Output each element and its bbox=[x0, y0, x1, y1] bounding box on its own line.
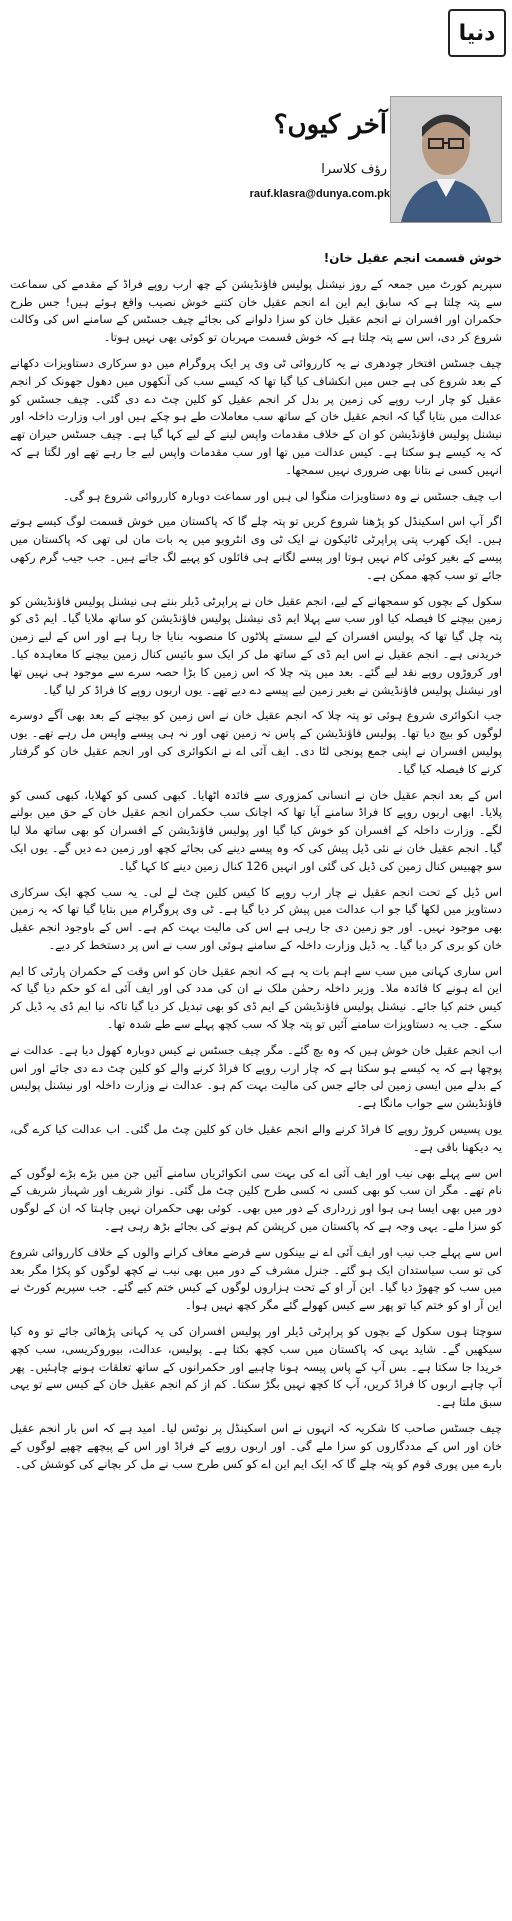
column-header bbox=[249, 96, 502, 246]
author-photo bbox=[390, 96, 502, 223]
article-paragraph: سپریم کورٹ میں جمعہ کے روز نیشنل پولیس فاؤنڈیشن کے چھ ارب روپے فراڈ کے مقدمے کی سماعت سے پتہ چلتا ہے کہ سابق ایم این اے انجم عقیل خان کتنے خوش نصیب واقع ہوئے ہیں! جس طرح حکمران اور افسران نے انجم عقیل خان کو سزا دلوانے کی بجائے چیف جسٹس کے سامنے اس کی وکالت شروع کر دی، اس سے پتہ چلتا ہے کہ خوش قسمت مہربان تو کوئی بھی نہیں ہوتا۔ bbox=[10, 276, 502, 345]
article-paragraph: اس کے بعد انجم عقیل خان نے انسانی کمزوری سے فائدہ اٹھایا۔ کبھی کسی کو کھلایا، کبھی کسی کو پلایا۔ ابھی اربوں روپے کا فراڈ سامنے آیا تھا کہ اچانک سب حکمران انجم عقیل خان کے حق میں بولنے لگے۔ وزارت داخلہ کے افسران کو خوش کیا گیا اور پولیس فاؤنڈیشن کے افسران کو بھی ساتھ ملا لیا گیا۔ انجم عقیل خان نے نئی ڈیل پیش کی کہ وہ پیسے دینے کی بجائے کچھ اور زمین دے دیں گے۔ یوں ایک سو چھبیس کنال زمین کی ڈیل کی گئی اور انہیں 126 کنال زمین دینے کا کہا گیا۔ bbox=[10, 787, 502, 873]
author-email: rauf.klasra@dunya.com.pk bbox=[249, 188, 390, 200]
author-name: رؤف کلاسرا bbox=[321, 162, 387, 177]
dunya-logo bbox=[448, 9, 506, 57]
article-paragraph: اگر آپ اس اسکینڈل کو پڑھنا شروع کریں تو پتہ چلے گا کہ پاکستان میں خوش قسمت لوگ کیسے ہوتے ہیں۔ ایک کھرب پتی پراپرٹی ٹائیکون نے ایک ٹی وی انٹرویو میں یہ بات مان لی تھی کہ پاکستان میں پیسے کے بغیر کوئی کام نہیں ہوتا اور پیسے لگانے ہی فائلوں کو پہیے لگ جاتے ہیں۔ جب جیب گرم رکھی جائے تو سب کچھ ممکن ہے۔ bbox=[10, 514, 502, 582]
article-paragraph: خوش قسمت انجم عقیل خان! bbox=[323, 251, 502, 265]
author-portrait-icon bbox=[391, 97, 501, 222]
article-paragraph: جب انکوائری شروع ہوئی تو پتہ چلا کہ انجم عقیل خان نے اس زمین کو بیچنے کے بعد بھی آگے دوسرے لوگوں کو بیچ دیا تھا۔ پولیس فاؤنڈیشن کے پاس نہ زمین تھی اور نہ ہی پیسے واپس مل رہے تھے۔ یوں پولیس افسران نے اپنی جمع پونجی لٹا دی۔ ایف آئی اے نے انکوائری کی اور انجم عقیل خان کو گرفتار کرنے کا فیصلہ کیا گیا۔ bbox=[10, 708, 502, 776]
article-paragraph: سوچتا ہوں سکول کے بچوں کو پراپرٹی ڈیلر اور پولیس افسران کی یہ کہانی پڑھائی جائے تو وہ کیا سیکھیں گے۔ شاید یہی کہ پاکستان میں سب کچھ بکتا ہے۔ پولیس، عدالت، بیوروکریسی، سب کچھ خریدا جا سکتا ہے۔ بس آپ کے پاس پیسہ ہونا چاہیے اور حکمرانوں کے ساتھ تعلقات ہونے چاہئیں۔ پھر آپ چاہے اربوں کا فراڈ کریں، آپ کا کچھ نہیں بگڑ سکتا۔ کم از کم انجم عقیل خان کے کیس سے تو یہی سبق ملتا ہے۔ bbox=[10, 1324, 502, 1410]
article-paragraph: اب چیف جسٹس نے وہ دستاویزات منگوا لی ہیں اور سماعت دوبارہ کارروائی شروع ہو گی۔ bbox=[62, 488, 502, 503]
article-paragraph: اب انجم عقیل خان خوش ہیں کہ وہ بچ گئے۔ مگر چیف جسٹس نے کیس دوبارہ کھول دیا ہے۔ عدالت نے پوچھا ہے کہ یہ کیسے ہو سکتا ہے کہ چار ارب روپے کا فراڈ کرنے والے کو کلین چٹ دے دی جائے اور اس کے بدلے میں ایسی زمین لی جائے جس کی مالیت بہت کم ہو۔ عدالت نے وزارت داخلہ اور نیشنل پولیس فاؤنڈیشن سے جواب مانگا ہے۔ bbox=[10, 1042, 502, 1111]
article-body bbox=[10, 250, 502, 1915]
article-paragraph: اس سے پہلے جب نیب اور ایف آئی اے نے بینکوں سے قرضے معاف کرانے والوں کے خلاف کارروائی شروع کی تو سب سیاستدان ایک ہو گئے۔ جنرل مشرف کے دور میں بھی نیب نے کچھ لوگوں کو پکڑا مگر بعد میں سب کو چھوڑ دیا گیا۔ این آر او کے تحت ہزاروں لوگوں کے کیس ختم کیے گئے۔ جب سپریم کورٹ نے این آر او کو ختم کیا تو پھر سے کیس کھولے گئے مگر کچھ نہیں ہوا۔ bbox=[10, 1244, 502, 1313]
article-paragraph: اس ساری کہانی میں سب سے اہم بات یہ ہے کہ انجم عقیل خان کو اس وقت کے حکمران پارٹی کا ایم این اے ہونے کا فائدہ ملا۔ وزیر داخلہ رحمٰن ملک نے ان کی مدد کی اور ایف آئی اے کو حکم دیا گیا کہ کیس ختم کیا جائے۔ نیشنل پولیس فاؤنڈیشن کے ایم ڈی کو بھی تبدیل کر دیا گیا تاکہ نیا ایم ڈی یہ ڈیل کر سکے۔ جب یہ دستاویزات سامنے آئیں تو پتہ چلا کہ سب کچھ پہلے سے طے شدہ تھا۔ bbox=[10, 963, 502, 1032]
article-paragraph: اس سے پہلے بھی نیب اور ایف آئی اے کی بہت سی انکوائریاں سامنے آئیں جن میں بڑے بڑے لوگوں کے نام تھے۔ مگر ان سب کو بھی کسی نہ کسی طرح کلین چٹ مل گئی۔ نواز شریف اور شہباز شریف کے دور میں بھی ایسا ہی ہوا اور زرداری کے دور میں بھی۔ کوئی بھی حکمران نہیں چاہتا کہ ان کے لوگوں کو سزا ملے۔ یہی وجہ ہے کہ پاکستان میں کرپشن کم ہونے کی بجائے بڑھ رہی ہے۔ bbox=[10, 1165, 502, 1234]
dunya-logo-text: دنیا bbox=[458, 20, 496, 46]
article-paragraph: اس ڈیل کے تحت انجم عقیل نے چار ارب روپے کا کیس کلین چٹ لے لی۔ یہ سب کچھ ایک سرکاری دستاویز میں لکھا گیا جو اب عدالت میں پیش کر دیا گیا ہے۔ ٹی وی پروگرام میں بتایا گیا تھا کہ یہ زمین بھی موجود نہیں۔ اور جو زمین دی جا رہی ہے اس کی مالیت بہت کم ہے۔ اس کے باوجود انجم عقیل خان کو بری کر دیا گیا۔ یہ ڈیل وزارت داخلہ کے سامنے ہوئی اور سب نے اس پر دستخط کر دیے۔ bbox=[10, 884, 502, 952]
newspaper-masthead bbox=[448, 4, 506, 62]
article-paragraph: چیف جسٹس افتخار چودھری نے یہ کارروائی ٹی وی پر ایک پروگرام میں دو سرکاری دستاویزات دکھانے کے بعد شروع کی ہے جس میں انکشاف کیا گیا تھا کہ کیسے سب کی آنکھوں میں دھول جھونک کر انجم عقیل کو چار ارب روپے کی زمین پر بدل کر انجم عقیل کو کلین چٹ دے دی گئی۔ چیف جسٹس کو عدالت میں بتایا گیا کہ انجم عقیل خان کے ساتھ سب معاملات طے ہو چکے ہیں اور اب وزارت داخلہ اور نیشنل پولیس فاؤنڈیشن کو ان کے خلاف مقدمات واپس لینے کے لیے کہا گیا ہے۔ چیف جسٹس حیران تھے کہ یہ کیسے ہو سکتا ہے۔ کیس عدالت میں تھا اور سب مقدمات واپس لیے جا رہے تھے اور لگتا ہے کہ انہیں کسی نے بتانا بھی ضروری نہیں سمجھا۔ bbox=[10, 355, 502, 477]
article-paragraph: سکول کے بچوں کو سمجھانے کے لیے، انجم عقیل خان نے پراپرٹی ڈیلر بنتے ہی نیشنل پولیس فاؤنڈیشن کو زمین بیچنے کا فیصلہ کیا اور سب سے پہلا ایم ڈی نیشنل پولیس فاؤنڈیشن کو ساتھ ملایا گیا۔ ایم ڈی کو پتہ چل گیا تھا کہ پولیس افسران کے لیے سستے پلاٹوں کا منصوبہ بنایا جا رہا ہے اور اس کے لیے زمین خریدنی ہے۔ انجم عقیل نے اس ایم ڈی کے ساتھ مل کر ایک سو بائیس کنال زمین بیچنے کا معاہدہ کیا۔ اور کروڑوں روپے نقد لیے گئے۔ بعد میں پتہ چلا کہ اس زمین کا بڑا حصہ سرے سے موجود ہی نہیں تھا اور نیشنل پولیس فاؤنڈیشن نے بغیر زمین لیے پیسے دے دیے تھے۔ یوں اربوں روپے کا فراڈ کر لیا گیا۔ bbox=[10, 593, 502, 697]
article-paragraph: چیف جسٹس صاحب کا شکریہ کہ انہوں نے اس اسکینڈل پر نوٹس لیا۔ امید ہے کہ اس بار انجم عقیل خان اور اس کے مددگاروں کو سزا ملے گی۔ اور اربوں روپے کے فراڈ اور اس کے پیچھے چھپے لوگوں کے بارے میں پوری قوم کو پتہ چلے گا کہ ایک ایم این اے کو کس طرح سب نے مل کر بچانے کی کوشش کی۔ bbox=[10, 1421, 502, 1471]
column-title: آخر کیوں؟ bbox=[273, 110, 387, 140]
article-paragraph: یوں پسیس کروڑ روپے کا فراڈ کرنے والے انجم عقیل خان کو کلین چٹ مل گئی۔ اب عدالت کیا کرے گی، یہ دیکھنا باقی ہے۔ bbox=[10, 1122, 502, 1154]
